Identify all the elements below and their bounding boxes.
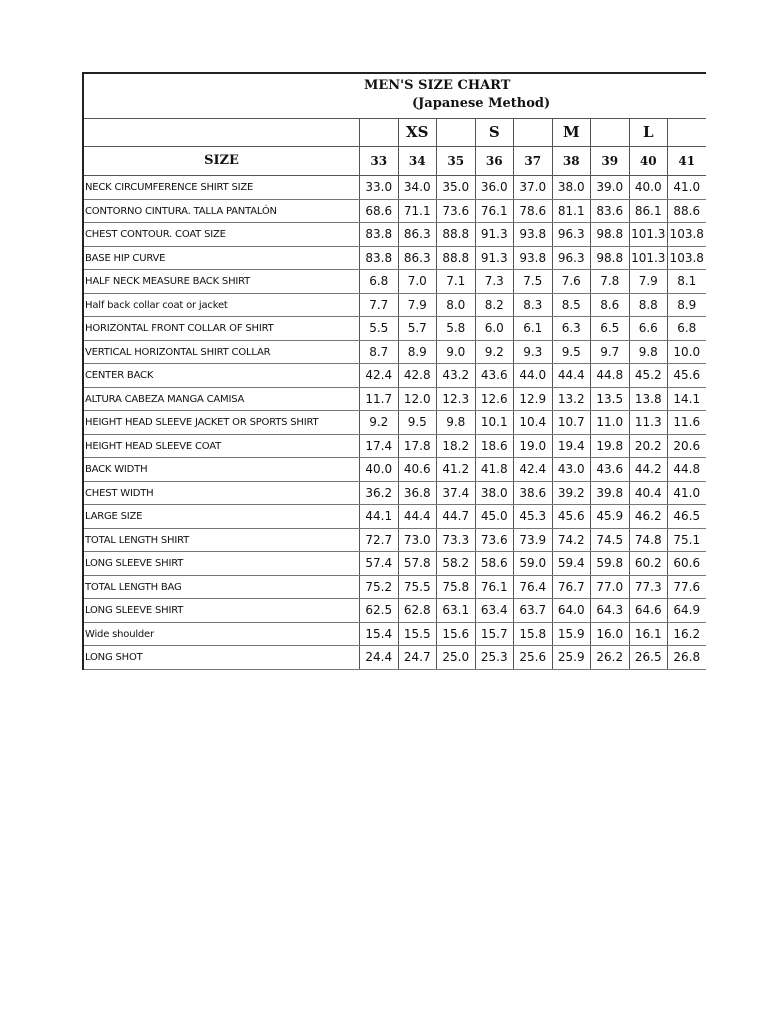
measurement-cell: 38.0 [475, 482, 514, 505]
measurement-cell: 7.9 [398, 294, 437, 317]
measurement-cell: 75.8 [436, 576, 475, 599]
measurement-cell: 73.3 [436, 529, 475, 552]
measurement-cell: 10.7 [552, 411, 591, 434]
measurement-cell: 9.7 [590, 341, 629, 364]
measurement-cell: 19.4 [552, 435, 591, 458]
measurement-cell: 57.4 [359, 552, 398, 575]
row-label: Half back collar coat or jacket [85, 299, 228, 311]
table-row [84, 270, 706, 294]
measurement-cell: 37.4 [436, 482, 475, 505]
measurement-cell: 40.6 [398, 458, 437, 481]
measurement-cell: 8.9 [398, 341, 437, 364]
measurement-cell: 63.7 [513, 599, 552, 622]
measurement-cell: 74.5 [590, 529, 629, 552]
size-header-cell: 35 [436, 147, 475, 175]
row-label: LARGE SIZE [85, 511, 143, 522]
measurement-cell: 75.1 [667, 529, 706, 552]
measurement-cell: 34.0 [398, 176, 437, 199]
table-row [84, 247, 706, 271]
measurement-cell: 36.2 [359, 482, 398, 505]
measurement-cell: 41.2 [436, 458, 475, 481]
size-group-cell [513, 119, 552, 146]
size-group-cell: L [629, 119, 668, 146]
measurement-cell: 59.4 [552, 552, 591, 575]
measurement-cell: 88.8 [436, 223, 475, 246]
measurement-cell: 44.4 [398, 505, 437, 528]
measurement-cell: 44.2 [629, 458, 668, 481]
measurement-cell: 9.2 [359, 411, 398, 434]
measurement-cell: 74.8 [629, 529, 668, 552]
table-row [84, 646, 706, 670]
row-label: LONG SLEEVE SHIRT [85, 558, 184, 569]
measurement-cell: 26.2 [590, 646, 629, 669]
title-row [84, 74, 706, 119]
measurement-cell: 13.2 [552, 388, 591, 411]
size-header-cell: 33 [359, 147, 398, 175]
table-row [84, 576, 706, 600]
measurement-cell: 8.5 [552, 294, 591, 317]
measurement-cell: 88.6 [667, 200, 706, 223]
measurement-cell: 9.2 [475, 341, 514, 364]
measurement-cell: 37.0 [513, 176, 552, 199]
measurement-cell: 8.2 [475, 294, 514, 317]
measurement-cell: 8.6 [590, 294, 629, 317]
measurement-cell: 17.8 [398, 435, 437, 458]
measurement-cell: 7.7 [359, 294, 398, 317]
measurement-cell: 91.3 [475, 247, 514, 270]
measurement-cell: 44.1 [359, 505, 398, 528]
measurement-cell: 9.3 [513, 341, 552, 364]
measurement-cell: 8.3 [513, 294, 552, 317]
measurement-cell: 10.0 [667, 341, 706, 364]
measurement-cell: 72.7 [359, 529, 398, 552]
row-label: CONTORNO CINTURA. TALLA PANTALÓN [85, 205, 277, 217]
table-row [84, 458, 706, 482]
size-header-label: SIZE [204, 153, 239, 168]
measurement-cell: 12.6 [475, 388, 514, 411]
measurement-cell: 58.6 [475, 552, 514, 575]
measurement-cell: 103.8 [667, 223, 706, 246]
measurement-cell: 45.6 [667, 364, 706, 387]
measurement-cell: 38.6 [513, 482, 552, 505]
measurement-cell: 25.9 [552, 646, 591, 669]
measurement-cell: 36.0 [475, 176, 514, 199]
measurement-cell: 45.6 [552, 505, 591, 528]
measurement-cell: 98.8 [590, 223, 629, 246]
measurement-cell: 64.9 [667, 599, 706, 622]
measurement-cell: 7.1 [436, 270, 475, 293]
measurement-cell: 12.0 [398, 388, 437, 411]
measurement-cell: 16.2 [667, 623, 706, 646]
measurement-cell: 12.9 [513, 388, 552, 411]
measurement-cell: 63.1 [436, 599, 475, 622]
measurement-cell: 78.6 [513, 200, 552, 223]
measurement-cell: 38.0 [552, 176, 591, 199]
measurement-cell: 15.5 [398, 623, 437, 646]
size-group-row [84, 119, 706, 147]
measurement-cell: 7.3 [475, 270, 514, 293]
size-group-cell: S [475, 119, 514, 146]
measurement-cell: 43.2 [436, 364, 475, 387]
size-header-cell: 40 [629, 147, 668, 175]
size-header-cell: 41 [667, 147, 706, 175]
measurement-cell: 11.3 [629, 411, 668, 434]
measurement-cell: 91.3 [475, 223, 514, 246]
size-header-cell: 38 [552, 147, 591, 175]
measurement-cell: 74.2 [552, 529, 591, 552]
row-label: HORIZONTAL FRONT COLLAR OF SHIRT [85, 323, 274, 334]
measurement-cell: 8.0 [436, 294, 475, 317]
measurement-cell: 44.4 [552, 364, 591, 387]
row-label: CHEST CONTOUR. COAT SIZE [85, 229, 226, 240]
measurement-cell: 19.0 [513, 435, 552, 458]
measurement-cell: 24.4 [359, 646, 398, 669]
measurement-cell: 98.8 [590, 247, 629, 270]
measurement-cell: 44.0 [513, 364, 552, 387]
measurement-cell: 7.8 [590, 270, 629, 293]
measurement-cell: 44.8 [590, 364, 629, 387]
table-row [84, 482, 706, 506]
measurement-cell: 64.6 [629, 599, 668, 622]
table-row [84, 200, 706, 224]
row-label: TOTAL LENGTH SHIRT [85, 534, 190, 546]
measurement-cell: 57.8 [398, 552, 437, 575]
measurement-cell: 20.6 [667, 435, 706, 458]
measurement-cell: 77.6 [667, 576, 706, 599]
measurement-cell: 16.0 [590, 623, 629, 646]
size-group-cell [590, 119, 629, 146]
measurement-cell: 40.0 [629, 176, 668, 199]
measurement-cell: 41.0 [667, 482, 706, 505]
measurement-cell: 11.0 [590, 411, 629, 434]
row-label: LONG SLEEVE SHIRT [85, 605, 184, 616]
measurement-cell: 7.5 [513, 270, 552, 293]
measurement-cell: 41.8 [475, 458, 514, 481]
measurement-cell: 44.8 [667, 458, 706, 481]
measurement-cell: 77.3 [629, 576, 668, 599]
table-row [84, 341, 706, 365]
chart-title: MEN'S SIZE CHART [364, 78, 511, 93]
measurement-cell: 10.4 [513, 411, 552, 434]
measurement-cell: 15.4 [359, 623, 398, 646]
measurement-cell: 93.8 [513, 247, 552, 270]
measurement-cell: 42.4 [359, 364, 398, 387]
measurement-cell: 42.8 [398, 364, 437, 387]
measurement-cell: 41.0 [667, 176, 706, 199]
measurement-cell: 15.9 [552, 623, 591, 646]
table-row [84, 599, 706, 623]
row-label: TOTAL LENGTH BAG [85, 581, 182, 593]
measurement-cell: 11.6 [667, 411, 706, 434]
measurement-cell: 39.0 [590, 176, 629, 199]
measurement-cell: 8.1 [667, 270, 706, 293]
measurement-cell: 93.8 [513, 223, 552, 246]
measurement-cell: 5.5 [359, 317, 398, 340]
measurement-cell: 7.6 [552, 270, 591, 293]
measurement-cell: 81.1 [552, 200, 591, 223]
measurement-cell: 8.9 [667, 294, 706, 317]
measurement-cell: 60.6 [667, 552, 706, 575]
measurement-cell: 6.3 [552, 317, 591, 340]
table-row [84, 505, 706, 529]
measurement-cell: 20.2 [629, 435, 668, 458]
measurement-cell: 96.3 [552, 223, 591, 246]
measurement-cell: 6.8 [667, 317, 706, 340]
measurement-cell: 9.8 [436, 411, 475, 434]
measurement-cell: 62.8 [398, 599, 437, 622]
measurement-cell: 8.8 [629, 294, 668, 317]
measurement-cell: 16.1 [629, 623, 668, 646]
row-label: HEIGHT HEAD SLEEVE JACKET OR SPORTS SHIRT [85, 417, 319, 428]
measurement-cell: 59.0 [513, 552, 552, 575]
measurement-cell: 15.6 [436, 623, 475, 646]
measurement-cell: 11.7 [359, 388, 398, 411]
measurement-cell: 96.3 [552, 247, 591, 270]
measurement-cell: 73.6 [436, 200, 475, 223]
measurement-cell: 9.0 [436, 341, 475, 364]
measurement-cell: 73.6 [475, 529, 514, 552]
measurement-cell: 86.3 [398, 247, 437, 270]
measurement-cell: 25.3 [475, 646, 514, 669]
measurement-cell: 18.2 [436, 435, 475, 458]
measurement-cell: 6.6 [629, 317, 668, 340]
row-label: CHEST WIDTH [85, 487, 154, 499]
measurement-cell: 45.3 [513, 505, 552, 528]
row-label: NECK CIRCUMFERENCE SHIRT SIZE [85, 182, 254, 193]
measurement-cell: 9.5 [398, 411, 437, 434]
row-label: ALTURA CABEZA MANGA CAMISA [85, 393, 245, 405]
measurement-cell: 42.4 [513, 458, 552, 481]
measurement-cell: 40.0 [359, 458, 398, 481]
size-group-cell [436, 119, 475, 146]
measurement-cell: 6.5 [590, 317, 629, 340]
measurement-cell: 36.8 [398, 482, 437, 505]
measurement-cell: 77.0 [590, 576, 629, 599]
measurement-cell: 59.8 [590, 552, 629, 575]
measurement-cell: 5.8 [436, 317, 475, 340]
table-row [84, 411, 706, 435]
measurement-cell: 43.0 [552, 458, 591, 481]
row-label: Wide shoulder [85, 628, 154, 640]
measurement-cell: 9.8 [629, 341, 668, 364]
table-row [84, 317, 706, 341]
measurement-cell: 8.7 [359, 341, 398, 364]
measurement-cell: 25.6 [513, 646, 552, 669]
measurement-cell: 45.9 [590, 505, 629, 528]
measurement-cell: 26.5 [629, 646, 668, 669]
measurement-cell: 75.2 [359, 576, 398, 599]
measurement-cell: 103.8 [667, 247, 706, 270]
size-group-cell [667, 119, 706, 146]
measurement-cell: 73.9 [513, 529, 552, 552]
measurement-cell: 15.8 [513, 623, 552, 646]
size-header-cell: 37 [513, 147, 552, 175]
measurement-cell: 17.4 [359, 435, 398, 458]
measurement-cell: 43.6 [590, 458, 629, 481]
measurement-cell: 75.5 [398, 576, 437, 599]
measurement-cell: 76.7 [552, 576, 591, 599]
measurement-cell: 86.3 [398, 223, 437, 246]
measurement-cell: 83.8 [359, 247, 398, 270]
table-row [84, 223, 706, 247]
measurement-cell: 26.8 [667, 646, 706, 669]
row-label: VERTICAL HORIZONTAL SHIRT COLLAR [85, 346, 271, 358]
measurement-cell: 86.1 [629, 200, 668, 223]
measurement-cell: 7.0 [398, 270, 437, 293]
row-label: LONG SHOT [85, 652, 143, 663]
size-header-row [84, 147, 706, 176]
measurement-cell: 101.3 [629, 247, 668, 270]
measurement-cell: 13.8 [629, 388, 668, 411]
measurement-cell: 76.1 [475, 576, 514, 599]
table-row [84, 529, 706, 553]
measurement-cell: 7.9 [629, 270, 668, 293]
measurement-cell: 15.7 [475, 623, 514, 646]
table-row [84, 294, 706, 318]
measurement-cell: 73.0 [398, 529, 437, 552]
measurement-cell: 39.2 [552, 482, 591, 505]
row-label: HEIGHT HEAD SLEEVE COAT [85, 440, 222, 452]
measurement-cell: 60.2 [629, 552, 668, 575]
measurement-cell: 45.2 [629, 364, 668, 387]
measurement-cell: 35.0 [436, 176, 475, 199]
table-row [84, 552, 706, 576]
table-row [84, 623, 706, 647]
measurement-cell: 76.1 [475, 200, 514, 223]
measurement-cell: 5.7 [398, 317, 437, 340]
measurement-rows [84, 176, 706, 670]
measurement-cell: 62.5 [359, 599, 398, 622]
measurement-cell: 68.6 [359, 200, 398, 223]
measurement-cell: 71.1 [398, 200, 437, 223]
measurement-cell: 64.3 [590, 599, 629, 622]
table-row [84, 435, 706, 459]
measurement-cell: 45.0 [475, 505, 514, 528]
measurement-cell: 39.8 [590, 482, 629, 505]
row-label: HALF NECK MEASURE BACK SHIRT [85, 276, 251, 287]
measurement-cell: 83.8 [359, 223, 398, 246]
measurement-cell: 18.6 [475, 435, 514, 458]
measurement-cell: 19.8 [590, 435, 629, 458]
measurement-cell: 64.0 [552, 599, 591, 622]
table-row [84, 176, 706, 200]
measurement-cell: 76.4 [513, 576, 552, 599]
group-row-spacer [84, 119, 359, 146]
measurement-cell: 10.1 [475, 411, 514, 434]
table-row [84, 364, 706, 388]
size-header-cell: 39 [590, 147, 629, 175]
measurement-cell: 12.3 [436, 388, 475, 411]
size-group-cell: M [552, 119, 591, 146]
size-header-cell: 36 [475, 147, 514, 175]
measurement-cell: 13.5 [590, 388, 629, 411]
measurement-cell: 63.4 [475, 599, 514, 622]
row-label: CENTER BACK [85, 370, 154, 381]
size-group-cell: XS [398, 119, 437, 146]
measurement-cell: 6.0 [475, 317, 514, 340]
measurement-cell: 46.5 [667, 505, 706, 528]
size-header-cell: 34 [398, 147, 437, 175]
row-label: BACK WIDTH [85, 464, 148, 475]
chart-subtitle: (Japanese Method) [412, 96, 551, 111]
measurement-cell: 44.7 [436, 505, 475, 528]
table-row [84, 388, 706, 412]
measurement-cell: 40.4 [629, 482, 668, 505]
measurement-cell: 43.6 [475, 364, 514, 387]
measurement-cell: 9.5 [552, 341, 591, 364]
measurement-cell: 25.0 [436, 646, 475, 669]
measurement-cell: 58.2 [436, 552, 475, 575]
measurement-cell: 6.8 [359, 270, 398, 293]
measurement-cell: 24.7 [398, 646, 437, 669]
measurement-cell: 14.1 [667, 388, 706, 411]
measurement-cell: 46.2 [629, 505, 668, 528]
measurement-cell: 101.3 [629, 223, 668, 246]
measurement-cell: 83.6 [590, 200, 629, 223]
row-label: BASE HIP CURVE [85, 252, 166, 264]
size-group-cell [359, 119, 398, 146]
measurement-cell: 33.0 [359, 176, 398, 199]
measurement-cell: 6.1 [513, 317, 552, 340]
size-chart-table [82, 72, 706, 670]
measurement-cell: 88.8 [436, 247, 475, 270]
